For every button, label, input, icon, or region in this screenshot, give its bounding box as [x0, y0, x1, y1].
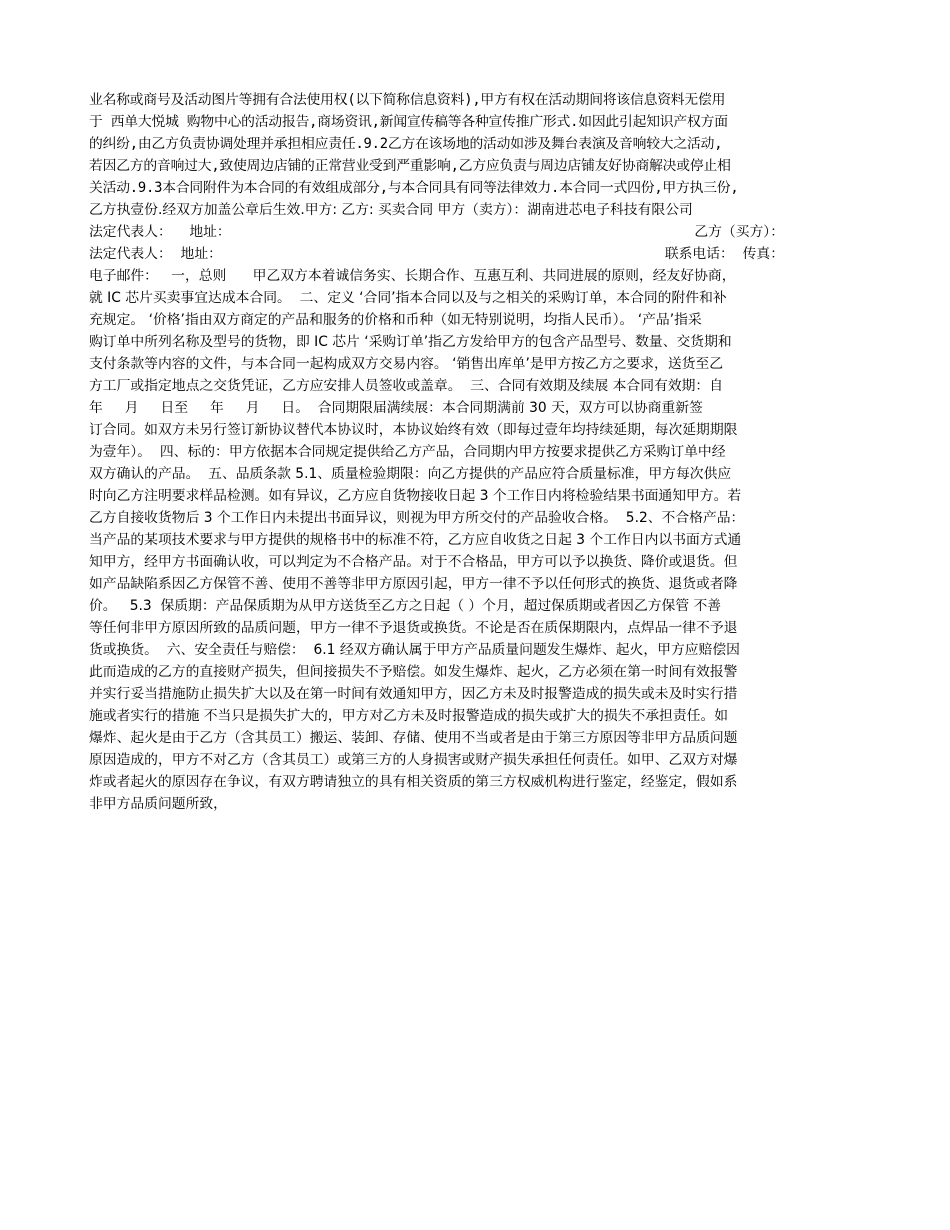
buyer-party-label: 乙方（买方）：	[694, 224, 784, 240]
text-line: 爆炸、起火是由于乙方（含其员工）搬运、装卸、存储、使用不当或者是由于第三方原因等非甲方品质问题	[89, 730, 738, 746]
text-line: 购订单中所列名称及型号的货物，即 IC 芯片 ‘采购订单’指乙方发给甲方的包含产品型号、数量、交货期和	[89, 334, 732, 350]
text-line: 施或者实行的措施 不当只是损失扩大的，甲方对乙方未及时报警造成的损失或扩大的损失不承担责任。如	[89, 708, 729, 724]
text-line: 于 西单大悦城 购物中心的活动报告,商场资讯,新闻宣传稿等各种宣传推广形式.如因此引起知识产权方面	[89, 114, 728, 130]
text-line: 业名称或商号及活动图片等拥有合法使用权(以下简称信息资料),甲方有权在活动期间将该信息资料无偿用	[89, 92, 726, 108]
text-line: 知甲方，经甲方书面确认收，可以判定为不合格产品。对于不合格品，甲方可以予以换货、降价或退货。但	[89, 554, 738, 570]
text-line: 乙方自接收货物后 3 个工作日内未提出书面异议，则视为甲方所交付的产品验收合格。 5.2、不合格产品：	[89, 510, 745, 526]
text-line: 非甲方品质问题所致，	[89, 796, 227, 812]
text-line: 如产品缺陷系因乙方保管不善、使用不善等非甲方原因引起，甲方一律不予以任何形式的换货、退货或者降	[89, 576, 738, 592]
text-line: 乙方执壹份.经双方加盖公章后生效.甲方: 乙方: 买卖合同 甲方（卖方）：湖南进芯电子科技有限公司	[89, 202, 693, 218]
text-line: 并实行妥当措施防止损失扩大以及在第一时间有效通知甲方，因乙方未及时报警造成的损失或未及时实行措	[89, 686, 738, 702]
legal-rep-address-label: 法定代表人： 地址：	[89, 246, 222, 262]
text-line: 的纠纷,由乙方负责协调处理并承担相应责任.9.2乙方在该场地的活动如涉及舞台表演及音响较大之活动,	[89, 136, 723, 152]
document-body	[89, 89, 864, 815]
text-line-split	[89, 243, 864, 265]
text-line: 此而造成的乙方的直接财产损失，但间接损失不予赔偿。如发生爆炸、起火，乙方必须在第一时间有效报警	[89, 664, 738, 680]
text-line: 支付条款等内容的文件，与本合同一起构成双方交易内容。 ‘销售出库单’是甲方按乙方之要求，送货至乙	[89, 356, 724, 372]
text-line: 炸或者起火的原因存在争议，有双方聘请独立的具有相关资质的第三方权威机构进行鉴定，经鉴定，假如系	[89, 774, 738, 790]
text-line: 为壹年）。 四、标的：甲方依据本合同规定提供给乙方产品，合同期内甲方按要求提供乙方采购订单中经	[89, 444, 726, 460]
text-line: 双方确认的产品。 五、品质条款 5.1、质量检验期限：向乙方提供的产品应符合质量标准，甲方每次供应	[89, 466, 732, 482]
legal-rep-address-label: 法定代表人： 地址：	[89, 224, 231, 240]
phone-fax-label: 联系电话： 传真：	[664, 246, 784, 262]
text-line: 等任何非甲方原因所致的品质问题，甲方一律不予退货或换货。不论是否在质保期限内，点焊品一律不予退	[89, 620, 738, 636]
text-line: 时向乙方注明要求样品检测。如有异议，乙方应自货物接收日起 3 个工作日内将检验结果书面通知甲方。若	[89, 488, 742, 504]
text-line: 原因造成的，甲方不对乙方（含其员工）或第三方的人身损害或财产损失承担任何责任。如甲、乙双方对爆	[89, 752, 738, 768]
text-line-split	[89, 221, 864, 243]
text-line: 价。 5.3 保质期：产品保质期为从甲方送货至乙方之日起（ ）个月，超过保质期或者因乙方保管 不善	[89, 598, 722, 614]
text-line: 订合同。如双方未另行签订新协议替代本协议时，本协议始终有效（即每过壹年均持续延期，每次延期期限	[89, 422, 738, 438]
text-line: 电子邮件： 一，总则 甲乙双方本着诚信务实、长期合作、互惠互利、共同进展的原则，经友好协商，	[89, 268, 736, 284]
text-line: 方工厂或指定地点之交货凭证，乙方应安排人员签收或盖章。 三、合同有效期及续展 本合同有效期：自	[89, 378, 724, 394]
text-line: 年 月 日至 年 月 日。 合同期限届满续展：本合同期满前 30 天，双方可以协商重新签	[89, 400, 703, 416]
text-line: 当产品的某项技术要求与甲方提供的规格书中的标准不符，乙方应自收货之日起 3 个工作日内以书面方式通	[89, 532, 742, 548]
text-line: 关活动.9.3本合同附件为本合同的有效组成部分,与本合同具有同等法律效力.本合同一式四份,甲方执三份,	[89, 180, 739, 196]
text-line: 就 IC 芯片买卖事宜达成本合同。 二、定义 ‘合同’指本合同以及与之相关的采购订单，本合同的附件和补	[89, 290, 727, 306]
text-line: 充规定。 ‘价格’指由双方商定的产品和服务的价格和币种（如无特别说明，均指人民币）。 ‘产品’指采	[89, 312, 702, 328]
text-line: 若因乙方的音响过大,致使周边店铺的正常营业受到严重影响,乙方应负责与周边店铺友好协商解决或停止相	[89, 158, 731, 174]
text-line: 货或换货。 六、安全责任与赔偿： 6.1 经双方确认属于甲方产品质量问题发生爆炸、起火，甲方应赔偿因	[89, 642, 740, 658]
